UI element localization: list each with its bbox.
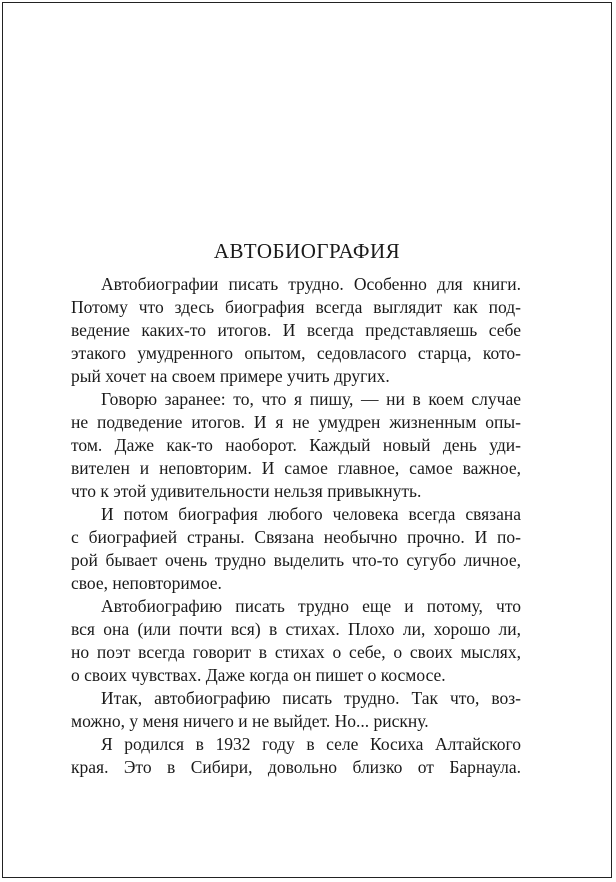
chapter-title: АВТОБИОГРАФИЯ — [213, 239, 401, 263]
text-line: свое, неповторимое. — [71, 573, 222, 593]
text-line: рой бывает очень трудно выделить что-то сугубо личное, — [71, 550, 521, 570]
text-line: Потому что здесь биография всегда выглядит как под- — [71, 297, 521, 317]
text-line: этакого умудренного опытом, седовласого старца, кото- — [71, 343, 521, 363]
body-text — [71, 273, 521, 779]
text-line: Итак, автобиографию писать трудно. Так что, воз- — [101, 688, 521, 708]
text-line: что к этой удивительности нельзя привыкнуть. — [71, 481, 422, 501]
text-line: Автобиографию писать трудно еще и потому, что — [101, 596, 521, 616]
text-line: Автобиографии писать трудно. Особенно для книги. — [101, 274, 521, 294]
text-line: вся она (или почти вся) в стихах. Плохо ли, хорошо ли, — [71, 619, 521, 639]
text-line: о своих чувствах. Даже когда он пишет о космосе. — [71, 665, 446, 685]
text-line: Говорю заранее: то, что я пишу, — ни в коем случае — [101, 389, 521, 409]
text-line: можно, у меня ничего и не выйдет. Но... рискну. — [71, 711, 429, 731]
text-line: с биографией страны. Связана необычно прочно. И по- — [71, 527, 521, 547]
text-line: но поэт всегда говорит в стихах о себе, о своих мыслях, — [71, 642, 521, 662]
text-line: вителен и неповторим. И самое главное, самое важное, — [71, 458, 521, 478]
text-line: И потом биография любого человека всегда связана — [101, 504, 521, 524]
text-line: Я родился в 1932 году в селе Косиха Алтайского — [101, 734, 521, 754]
text-line: рый хочет на своем примере учить других. — [71, 366, 390, 386]
book-page — [2, 2, 612, 878]
text-line: ведение каких-то итогов. И всегда представляешь себе — [71, 320, 521, 340]
text-line: том. Даже как-то наоборот. Каждый новый день уди- — [71, 435, 521, 455]
text-line: края. Это в Сибири, довольно близко от Барнаула. — [71, 757, 521, 777]
text-line: не подведение итогов. И я не умудрен жизненным опы- — [71, 412, 521, 432]
